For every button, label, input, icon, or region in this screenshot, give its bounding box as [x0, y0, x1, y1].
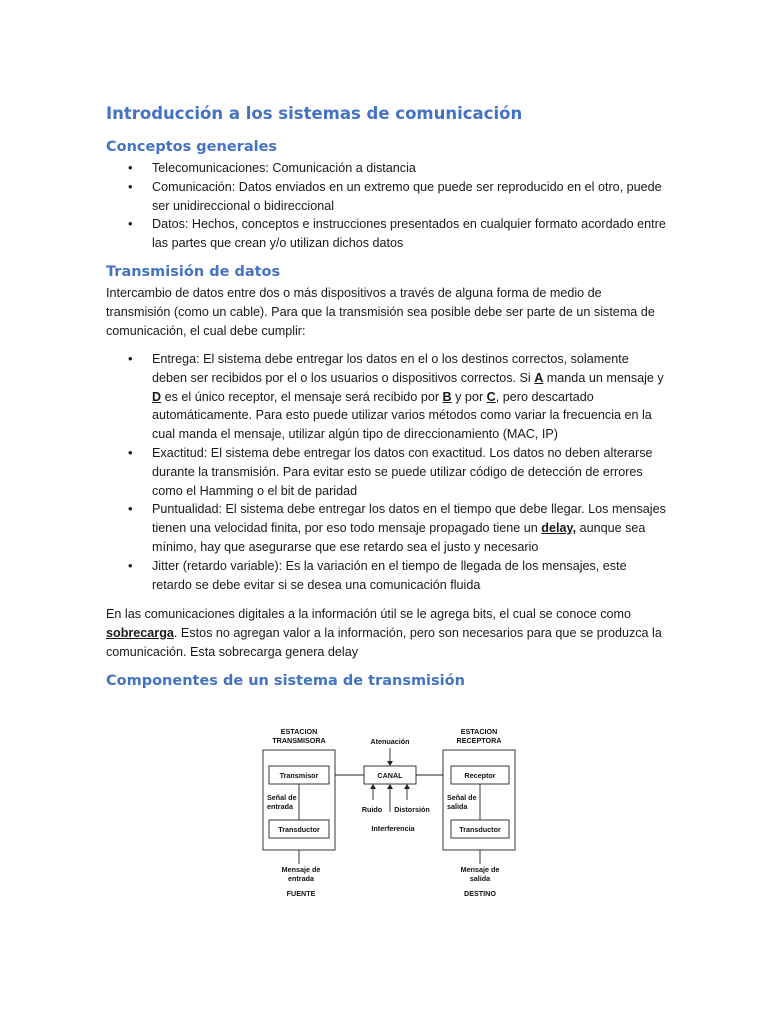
- rx-station-label-2: RECEPTORA: [456, 736, 502, 745]
- tx-station-label-2: TRANSMISORA: [272, 736, 326, 745]
- arrowhead-interferencia: [387, 784, 393, 789]
- transmision-intro-paragraph: Intercambio de datos entre dos o más dispositivos a través de alguna forma de medio de transmisión (como un cable). Para que la transmisión sea posible debe ser parte de un sistema de comunicación, el cual debe cumplir:: [106, 286, 655, 338]
- canal-label: CANAL: [377, 771, 403, 780]
- ruido-label: Ruido: [361, 805, 383, 814]
- atenuacion-label: Atenuación: [370, 737, 410, 746]
- destino-label: DESTINO: [464, 889, 496, 898]
- receptor-label: Receptor: [464, 771, 496, 780]
- fuente-label: FUENTE: [286, 889, 316, 898]
- msg-entrada-label-1: Mensaje de: [281, 865, 321, 874]
- letter-d: D: [152, 389, 162, 404]
- msg-entrada-label-2: entrada: [288, 874, 314, 883]
- list-item-puntualidad: • Puntualidad: El sistema debe entregar los datos en el tiempo que debe llegar. Los mensajes tienen una velocidad finita, por eso todo mensaje propagado tiene un delay, aunque sea mínimo, hay que asegurarse que ese retardo sea el justo y necesario: [106, 500, 666, 556]
- requisitos-list: [106, 350, 666, 594]
- msg-salida-label-2: salida: [469, 874, 491, 883]
- list-item: • Comunicación: Datos enviados en un extremo que puede ser reproducido en el otro, puede ser unidireccional o bidireccional: [106, 178, 666, 216]
- msg-salida-label-1: Mensaje de: [460, 865, 500, 874]
- delay-term: delay,: [541, 521, 577, 536]
- rx-station-label-1: ESTACION: [460, 727, 498, 736]
- transductor-tx-label: Transductor: [278, 825, 320, 834]
- senal-salida-label-2: salida: [447, 802, 468, 811]
- arrowhead-ruido: [370, 784, 376, 789]
- list-item-entrega: • Entrega: El sistema debe entregar los datos en el o los destinos correctos, solamente deben ser recibidos por el o los usuarios o dispositivos correctos. Si A manda un mensaje y D es el único receptor, el mensaje será recibido por B y por C, pero descartado automáticamente. Para esto puede utilizar varios métodos como variar la frecuencia en la cual manda el mensaje, utilizar algún tipo de direccionamiento (MAC, IP): [106, 350, 666, 444]
- conceptos-list: [106, 159, 666, 253]
- heading-transmision-datos: Transmisión de datos: [106, 264, 281, 280]
- sobrecarga-term: sobrecarga: [106, 625, 174, 640]
- senal-entrada-label-1: Señal de: [267, 793, 297, 802]
- senal-salida-label-1: Señal de: [447, 793, 477, 802]
- heading-componentes: Componentes de un sistema de transmisión: [106, 673, 465, 689]
- letter-c: C: [486, 389, 496, 404]
- list-item-jitter: • Jitter (retardo variable): Es la variación en el tiempo de llegada de los mensajes, este retardo se debe evitar si se desea una comunicación fluida: [106, 557, 666, 595]
- list-item: • Datos: Hechos, conceptos e instrucciones presentados en cualquier formato acordado entre las partes que crean y/o utilizan dichos datos: [106, 215, 666, 253]
- list-item-exactitud: • Exactitud: El sistema debe entregar los datos con exactitud. Los datos no deben alterarse durante la transmisión. Para evitar esto se puede utilizar código de detección de errores como el Hamming o el bit de paridad: [106, 444, 666, 500]
- distorsion-label: Distorsión: [394, 805, 430, 814]
- heading-conceptos-generales: Conceptos generales: [106, 139, 278, 155]
- interferencia-label: Interferencia: [371, 824, 415, 833]
- transductor-rx-label: Transductor: [459, 825, 501, 834]
- transmission-system-diagram: [255, 720, 525, 910]
- letter-b: B: [442, 389, 452, 404]
- arrowhead-distorsion: [404, 784, 410, 789]
- letter-a: A: [534, 370, 544, 385]
- list-item: • Telecomunicaciones: Comunicación a distancia: [106, 159, 666, 178]
- arrowhead-atenuacion: [387, 761, 393, 766]
- sobrecarga-paragraph: En las comunicaciones digitales a la información útil se le agrega bits, el cual se conoce como sobrecarga. Estos no agregan valor a la información, pero son necesarios para que se produzca la comunicación. Esta sobrecarga genera delay: [106, 607, 662, 659]
- page-title: Introducción a los sistemas de comunicación: [106, 104, 523, 123]
- transmisor-label: Transmisor: [279, 771, 319, 780]
- senal-entrada-label-2: entrada: [267, 802, 293, 811]
- tx-station-label-1: ESTACION: [280, 727, 318, 736]
